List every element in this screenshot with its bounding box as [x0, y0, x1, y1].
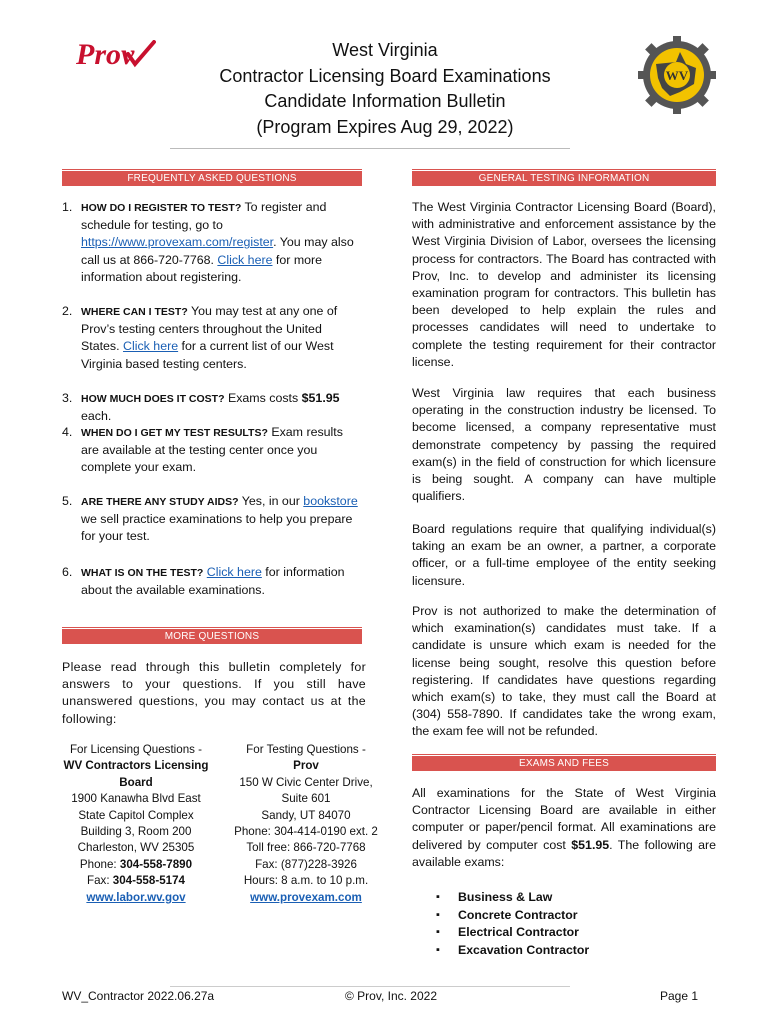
board-contact: For Licensing Questions - WV Contractors Licensing Board 1900 Kanawha Blvd East State Capitol Complex Building 3, Room 200 Charleston, WV 25305 Phone: 304-558-7890 Fax: 304-558-5174 www.labor.wv.gov — [63, 743, 209, 904]
faq-question: HOW MUCH DOES IT COST? — [81, 393, 225, 405]
more-questions-text: Please read through this bulletin completely for answers to your questions. If you still have unanswered questions, you may contact us at the following: — [62, 660, 366, 726]
faq-item-5: 5. ARE THERE ANY STUDY AIDS? Yes, in our bookstore we sell practice examinations to help you prepare for your test. — [62, 494, 358, 544]
provexam-website-link[interactable]: www.provexam.com — [250, 890, 362, 904]
checkmark-icon — [124, 40, 156, 68]
general-paragraph-1: The West Virginia Contractor Licensing Board (Board), with administrative and enforcement assistance by the West Virginia Division of Labor, oversees the licensing process for contractors. The Board has contracted with Prov, Inc. to develop and administer its licensing examination program for contractors. This bulletin has been developed to help explain the rules and processes candidates will need to undertake to complete the testing requirement for their contractor license. — [412, 200, 716, 369]
exam-info-link[interactable]: Click here — [206, 565, 262, 579]
faq-question: WHERE CAN I TEST? — [81, 306, 188, 318]
faq-question: ARE THERE ANY STUDY AIDS? — [81, 496, 239, 508]
general-paragraph-2: West Virginia law requires that each business operating in the construction industry be licensed. To become licensed, a company representative must demonstrate competency by passing the required exam(s) in the field of construction for which licensure is being sought. A company can have multiple qualifiers. — [412, 386, 716, 504]
prov-logo-text: Prov — [76, 38, 135, 71]
page-title — [190, 38, 580, 140]
title-line-3: Candidate Information Bulletin — [264, 91, 506, 111]
prov-logo — [76, 38, 156, 72]
footer-divider — [170, 986, 570, 987]
exams-fees-section-header: EXAMS AND FEES — [412, 756, 716, 771]
faq-item-3: 3. HOW MUCH DOES IT COST? Exams costs $51.95 each. — [62, 391, 340, 424]
wv-seal-logo — [636, 34, 718, 116]
register-info-link[interactable]: Click here — [217, 252, 273, 267]
list-item: ▪ Business & Law — [436, 889, 589, 907]
seal-text: WV — [665, 68, 689, 83]
title-divider — [170, 148, 570, 149]
prov-contact: For Testing Questions - Prov 150 W Civic Center Drive, Suite 601 Sandy, UT 84070 Phone: 304-414-0190 ext. 2 Toll free: 866-720-7768 Fax: (877)228-3926 Hours: 8 a.m. to 10 p.m. www.provexam.com — [234, 743, 378, 904]
faq-item-1: 1. HOW DO I REGISTER TO TEST? To register and schedule for testing, go to https://www.provexam.com/register. You may also call us at 866-720-7768. Click here for more information about registering. — [62, 200, 354, 284]
exam-list — [436, 889, 589, 959]
bookstore-link[interactable]: bookstore — [303, 494, 358, 508]
general-section-header: GENERAL TESTING INFORMATION — [412, 171, 716, 186]
title-line-1: West Virginia — [332, 40, 438, 60]
footer-copyright: © Prov, Inc. 2022 — [345, 989, 437, 1003]
labor-website-link[interactable]: www.labor.wv.gov — [86, 890, 186, 904]
register-link[interactable]: https://www.provexam.com/register — [81, 235, 274, 250]
faq-question: WHEN DO I GET MY TEST RESULTS? — [81, 427, 268, 439]
faq-item-4: 4. WHEN DO I GET MY TEST RESULTS? Exam results are available at the testing center once you complete your exam. — [62, 425, 343, 475]
testing-centers-link[interactable]: Click here — [123, 339, 179, 354]
title-line-2: Contractor Licensing Board Examinations — [219, 65, 551, 86]
list-item: ▪ Concrete Contractor — [436, 907, 589, 925]
gear-seal-icon — [636, 34, 718, 116]
general-paragraph-4: Prov is not authorized to make the determination of which examination(s) candidates must take. If a candidate is unsure which exam is needed for the license being sought, resolve this question before registering. If candidates have questions regarding which exam(s) to take, they must call the Board at (304) 558-7890. If candidates take the wrong exam, the exam fee will not be refunded. — [412, 604, 716, 739]
more-questions-section-header: MORE QUESTIONS — [62, 629, 362, 644]
faq-item-2: 2. WHERE CAN I TEST? You may test at any one of Prov’s testing centers throughout the United States. Click here for a current list of our West Virginia based testing centers. — [62, 304, 338, 371]
faq-question: WHAT IS ON THE TEST? — [81, 567, 204, 579]
footer-page-number: Page 1 — [660, 989, 699, 1003]
title-line-4: (Program Expires Aug 29, 2022) — [256, 116, 514, 137]
faq-item-6: 6. WHAT IS ON THE TEST? Click here for information about the available examinations. — [62, 565, 345, 598]
footer-doc-id: WV_Contractor 2022.06.27a — [62, 989, 215, 1003]
general-paragraph-3: Board regulations require that qualifying individual(s) taking an exam be an owner, a partner, a corporate officer, or a full-time employee of the entity seeking licensure. — [412, 522, 716, 588]
list-item: ▪ Electrical Contractor — [436, 924, 589, 942]
faq-question: HOW DO I REGISTER TO TEST? — [81, 202, 242, 214]
faq-section-header: FREQUENTLY ASKED QUESTIONS — [62, 171, 362, 186]
list-item: ▪ Excavation Contractor — [436, 942, 589, 960]
exams-paragraph: All examinations for the State of West Virginia Contractor Licensing Board are available in either computer or paper/pencil format. All examinations are delivered by computer cost $51.95. The following are available exams: — [412, 786, 716, 869]
